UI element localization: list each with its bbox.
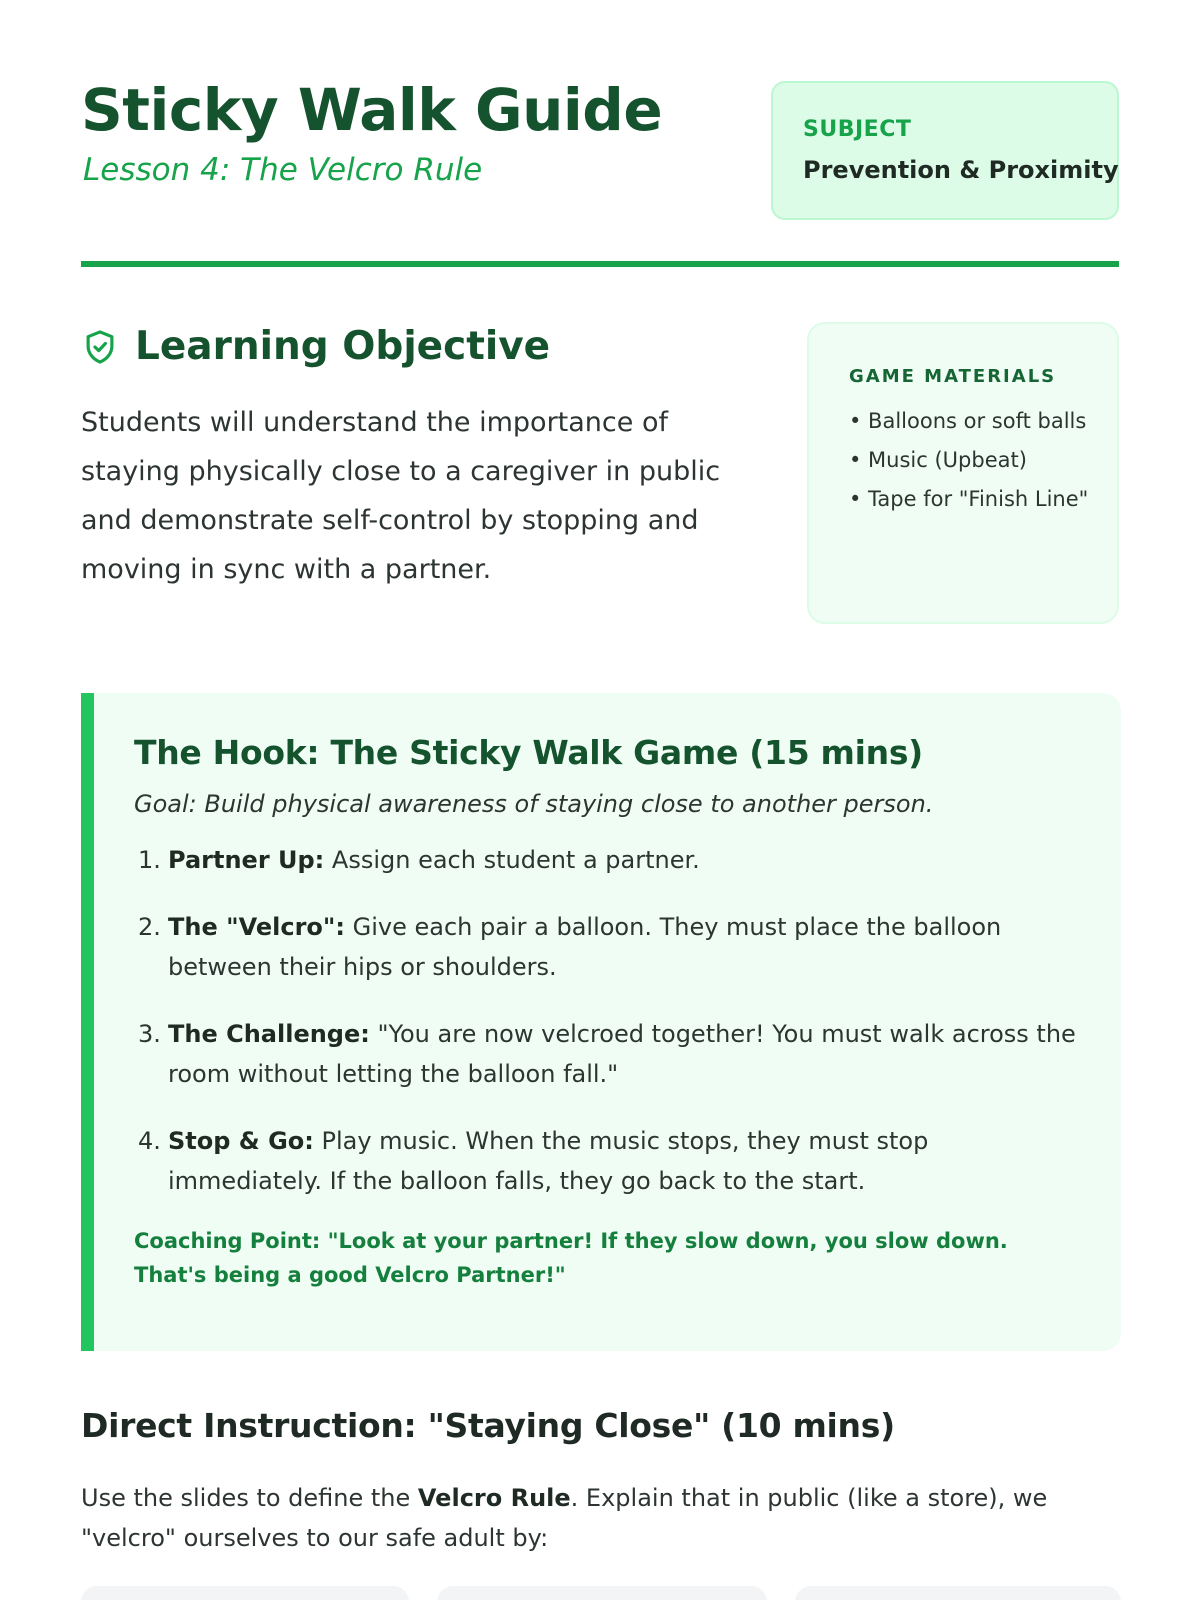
- materials-list: [849, 405, 1097, 516]
- step-text: Assign each student a partner.: [324, 846, 700, 874]
- step-label: The Challenge:: [168, 1020, 370, 1048]
- velcro-rule-term: Velcro Rule: [417, 1484, 571, 1512]
- step-number: 4.: [138, 1127, 161, 1155]
- step-number: 3.: [138, 1020, 161, 1048]
- step-text: "You are now velcroed together! You must walk across the room without letting the balloon fall.": [168, 1020, 1076, 1088]
- direct-text-before: Use the slides to define the: [81, 1484, 418, 1512]
- step-item: [134, 1121, 1081, 1201]
- direct-instruction-text: [81, 1478, 1081, 1558]
- materials-title: GAME MATERIALS: [849, 366, 1057, 387]
- direct-instruction-title: Direct Instruction: "Staying Close" (10 mins): [81, 1406, 895, 1445]
- shield-check-icon: [81, 327, 119, 367]
- hook-card: [81, 693, 1121, 1351]
- objective-section: [81, 270, 1119, 692]
- step-label: The "Velcro":: [168, 913, 346, 941]
- step-number: 1.: [138, 846, 161, 874]
- step-number: 2.: [138, 913, 161, 941]
- objective-title: Learning Objective: [135, 324, 551, 369]
- step-item: [134, 1014, 1081, 1094]
- step-text: Give each pair a balloon. They must place the balloon between their hips or shoulders.: [168, 913, 1002, 981]
- materials-item: • Music (Upbeat): [849, 448, 1027, 472]
- subject-card: [771, 81, 1119, 220]
- rule-card: [81, 1586, 409, 1600]
- rule-card: [795, 1586, 1121, 1600]
- page-title: Sticky Walk Guide: [81, 76, 663, 144]
- hook-goal: Goal: Build physical awareness of staying close to another person.: [134, 790, 934, 818]
- step-label: Stop & Go:: [168, 1127, 314, 1155]
- materials-item: • Tape for "Finish Line": [849, 487, 1089, 511]
- step-item: [134, 840, 1081, 880]
- step-text: Play music. When the music stops, they must stop immediately. If the balloon falls, they go back to the start.: [168, 1127, 929, 1195]
- subject-value: Prevention & Proximity: [803, 156, 1119, 184]
- header-divider: [81, 261, 1119, 267]
- hook-steps: [134, 840, 1081, 1201]
- step-item: [134, 907, 1081, 987]
- page-header: [81, 0, 1119, 270]
- coaching-point: Coaching Point: "Look at your partner! If they slow down, you slow down. That's being a good Velcro Partner!": [134, 1229, 1008, 1287]
- objective-heading: [81, 324, 550, 369]
- rule-cards-row: [81, 1586, 1121, 1600]
- lesson-subtitle: Lesson 4: The Velcro Rule: [83, 152, 483, 188]
- hook-title: The Hook: The Sticky Walk Game (15 mins): [134, 733, 923, 772]
- objective-text: Students will understand the importance of staying physically close to a caregiver in public and demonstrate self-control by stopping and moving in sync with a partner.: [81, 407, 721, 585]
- rule-card: [437, 1586, 767, 1600]
- materials-card: [807, 322, 1119, 624]
- direct-text-after: . Explain that in public (like a store), we "velcro" ourselves to our safe adult by:: [81, 1484, 1048, 1552]
- step-label: Partner Up:: [168, 846, 325, 874]
- materials-item: • Balloons or soft balls: [849, 409, 1087, 433]
- subject-label: SUBJECT: [803, 117, 912, 142]
